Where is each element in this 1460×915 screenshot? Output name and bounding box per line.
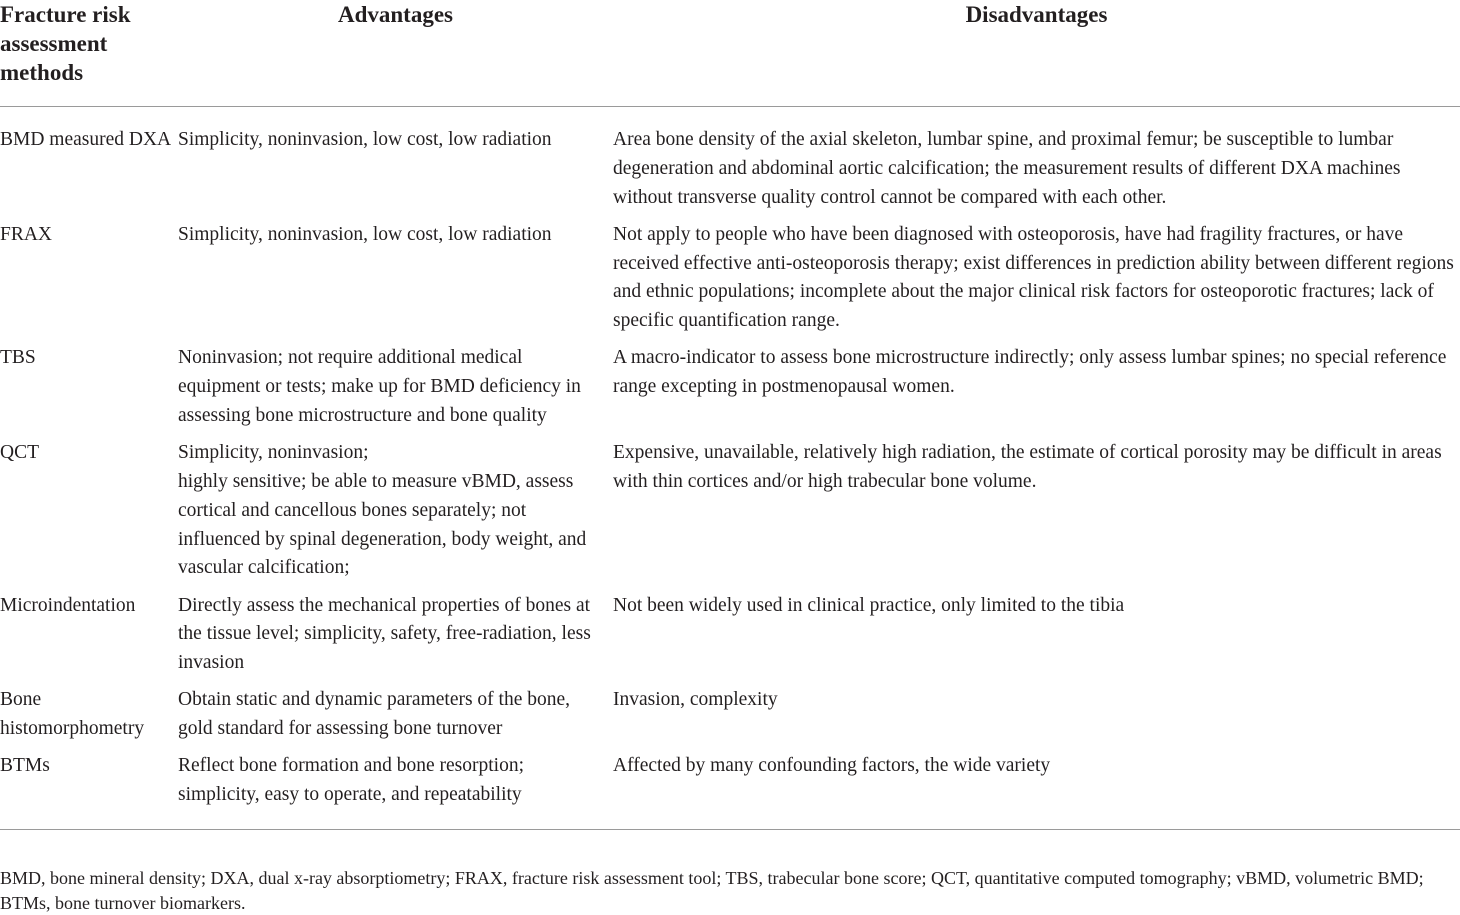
advantages-cell (178, 439, 613, 591)
table-row (0, 344, 1460, 439)
advantages-cell: Reflect bone formation and bone resorption; simplicity, easy to operate, and repeatability (178, 755, 525, 806)
table-header-row (0, 0, 1460, 107)
table-row (0, 221, 1460, 345)
table-row (0, 439, 1460, 591)
method-cell: BTMs (0, 755, 50, 777)
method-cell: QCT (0, 442, 39, 464)
advantages-cell: Obtain static and dynamic parameters of the bone, gold standard for assessing bone turnover (178, 689, 571, 740)
header-method: Fracture risk assessment methods (0, 2, 131, 85)
advantages-line: highly sensitive; be able to measure vBMD, assess cortical and cancellous bones separately; not influenced by spinal degeneration, body weight, and vascular calcification; (178, 470, 587, 579)
advantages-cell: Directly assess the mechanical properties of bones at the tissue level; simplicity, safety, free-radiation, less invasion (178, 594, 591, 674)
table-row (0, 752, 1460, 829)
disadvantages-cell: Invasion, complexity (613, 689, 778, 711)
disadvantages-cell: Not apply to people who have been diagnosed with osteoporosis, have had fragility fractures, or have received effective anti-osteoporosis therapy; exist differences in prediction ability between different regions and ethnic populations; incomplete about the major clinical risk factors for osteoporotic fractures; lack of specific quantification range. (613, 223, 1454, 332)
table-row (0, 686, 1460, 752)
disadvantages-cell: Not been widely used in clinical practice, only limited to the tibia (613, 594, 1125, 616)
method-cell: BMD measured DXA (0, 129, 172, 150)
disadvantages-cell: Area bone density of the axial skeleton, lumbar spine, and proximal femur; be susceptible to lumbar degeneration and abdominal aortic calcification; the measurement results of different DXA machines without transverse quality control cannot be compared with each other. (613, 129, 1401, 208)
header-advantages: Advantages (337, 2, 453, 27)
table-row (0, 107, 1460, 221)
advantages-cell: Simplicity, noninvasion, low cost, low radiation (178, 129, 552, 150)
advantages-cell: Simplicity, noninvasion, low cost, low radiation (178, 223, 552, 245)
advantages-cell: Noninvasion; not require additional medical equipment or tests; make up for BMD deficiency in assessing bone microstructure and bone quality (178, 347, 581, 426)
disadvantages-cell: Affected by many confounding factors, the wide variety (613, 755, 1051, 777)
disadvantages-cell: Expensive, unavailable, relatively high radiation, the estimate of cortical porosity may be difficult in areas with thin cortices and/or high trabecular bone volume. (613, 442, 1442, 492)
method-cell: Bone histomorphometry (0, 689, 145, 740)
method-cell: FRAX (0, 223, 53, 245)
disadvantages-cell: A macro-indicator to assess bone microstructure indirectly; only assess lumbar spines; no special reference range excepting in postmenopausal women. (613, 347, 1447, 398)
table-footnote: BMD, bone mineral density; DXA, dual x-ray absorptiometry; FRAX, fracture risk assessment tool; TBS, trabecular bone score; QCT, quantitative computed tomography; vBMD, volumetric BMD; BTMs, bone turnover biomarkers. (0, 868, 1424, 913)
method-cell: Microindentation (0, 594, 136, 616)
table-row (0, 592, 1460, 687)
method-cell: TBS (0, 347, 36, 369)
header-disadvantages: Disadvantages (965, 2, 1108, 27)
advantages-line: Simplicity, noninvasion; (178, 442, 369, 464)
